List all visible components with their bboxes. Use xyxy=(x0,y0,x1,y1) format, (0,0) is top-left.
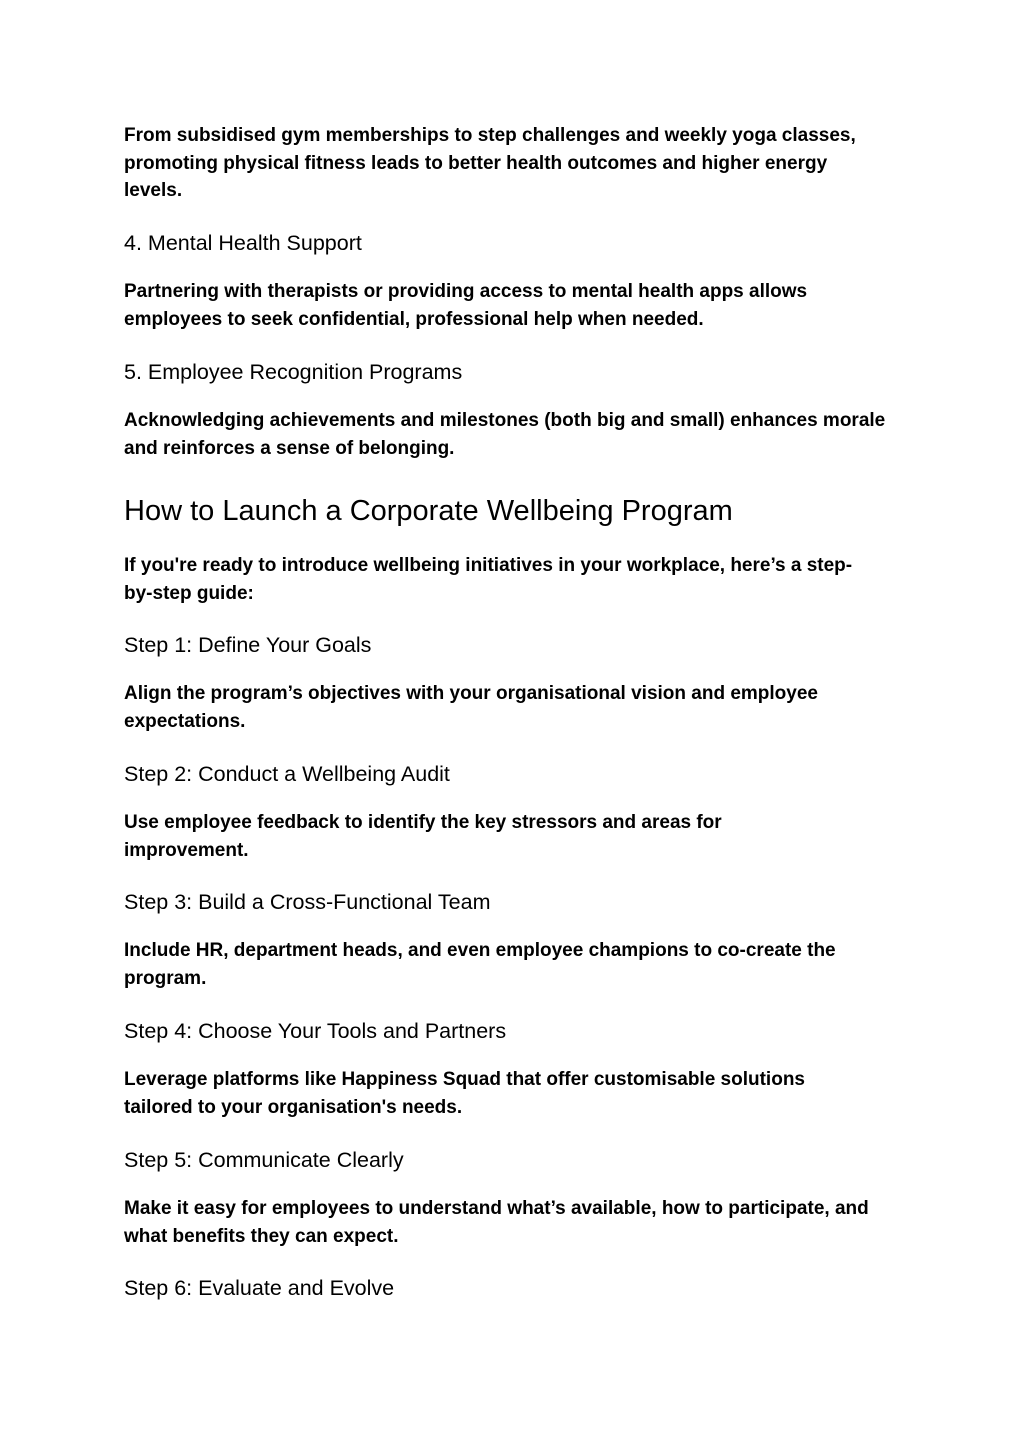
paragraph-step-4: Leverage platforms like Happiness Squad that offer customisable solutions tailored to your organisation's needs. xyxy=(124,1069,805,1118)
heading-step-3: Step 3: Build a Cross-Functional Team xyxy=(124,890,491,914)
heading-step-1: Step 1: Define Your Goals xyxy=(124,633,372,657)
heading-step-4: Step 4: Choose Your Tools and Partners xyxy=(124,1019,507,1043)
paragraph-step-3: Include HR, department heads, and even employee champions to co-create the program. xyxy=(124,940,836,989)
paragraph-launch-intro: If you're ready to introduce wellbeing initiatives in your workplace, here’s a step-by-step guide: xyxy=(124,555,853,604)
heading-how-to-launch: How to Launch a Corporate Wellbeing Program xyxy=(124,495,733,527)
heading-employee-recognition: 5. Employee Recognition Programs xyxy=(124,360,463,384)
paragraph-mental-health: Partnering with therapists or providing access to mental health apps allows employees to seek confidential, professional help when needed. xyxy=(124,281,808,330)
heading-mental-health-support: 4. Mental Health Support xyxy=(124,231,362,255)
paragraph-step-5: Make it easy for employees to understand what’s available, how to participate, and what benefits they can expect. xyxy=(124,1198,869,1247)
paragraph-recognition: Acknowledging achievements and milestones (both big and small) enhances morale and reinforces a sense of belonging. xyxy=(124,410,886,459)
paragraph-step-1: Align the program’s objectives with your organisational vision and employee expectations. xyxy=(124,683,818,732)
heading-step-6: Step 6: Evaluate and Evolve xyxy=(124,1276,395,1300)
paragraph-step-2: Use employee feedback to identify the key stressors and areas for improvement. xyxy=(124,812,722,861)
heading-step-5: Step 5: Communicate Clearly xyxy=(124,1148,404,1172)
heading-step-2: Step 2: Conduct a Wellbeing Audit xyxy=(124,762,450,786)
paragraph-physical-fitness: From subsidised gym memberships to step challenges and weekly yoga classes, promoting physical fitness leads to better health outcomes and higher energy levels. xyxy=(124,125,856,201)
